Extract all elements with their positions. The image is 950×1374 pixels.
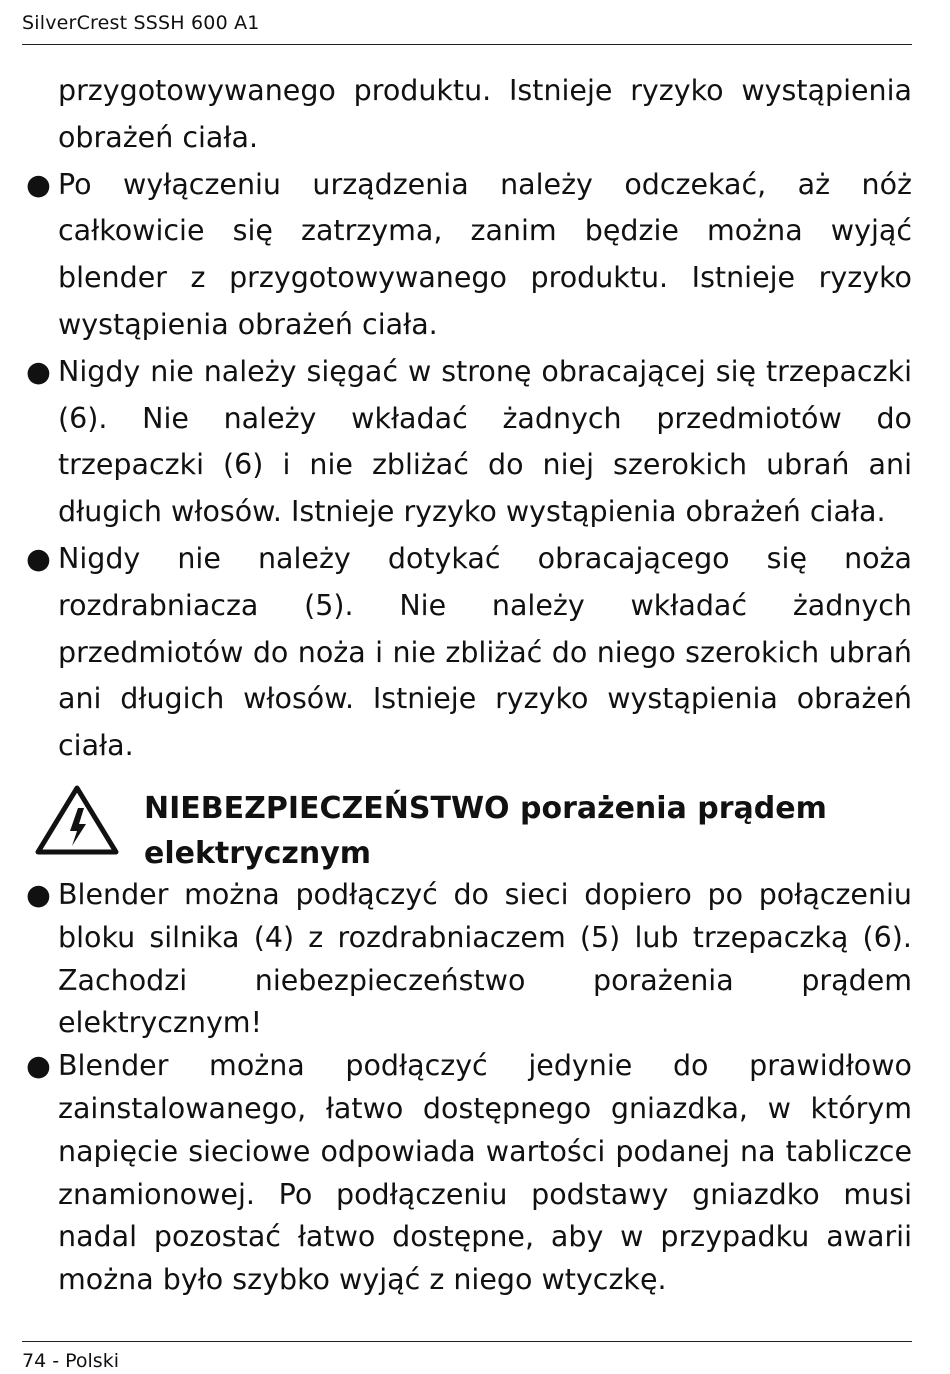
header-divider [22, 44, 912, 45]
warning-heading-line1: NIEBEZPIECZEŃSTWO porażenia prądem [144, 791, 827, 826]
list-item-text: Po wyłączeniu urządzenia należy odczekać, aż nóż całkowicie się zatrzyma, zanim będzie można wyjąć blender z przygotowywanego produktu. Istnieje ryzyko wystąpienia obrażeń ciała. [58, 167, 912, 341]
warning-heading-line2: elektrycznym [144, 836, 372, 871]
list-item-text: Nigdy nie należy sięgać w stronę obracającej się trzepaczki (6). Nie należy wkładać żadnych przedmiotów do trzepaczki (6) i nie zbliżać do niej szerokich ubrań ani długich włosów. Istnieje ryzyko wystąpienia obrażeń ciała. [58, 354, 912, 529]
warning-heading [144, 786, 904, 876]
list-item [26, 162, 912, 349]
list-item-text: Blender można podłączyć jedynie do prawidłowo zainstalowanego, łatwo dostępnego gniazdka, w którym napięcie sieciowe odpowiada wartości podanej na tabliczce znamionowej. Po podłączeniu podstawy gniazdko musi nadal pozostać łatwo dostępne, aby w przypadku awarii można było szybko wyjąć z niego wtyczkę. [58, 1049, 912, 1297]
electric-hazard-icon [34, 784, 120, 856]
bullet-icon: ● [26, 167, 51, 201]
page-footer: 74 - Polski [22, 1350, 119, 1372]
list-item-text: Nigdy nie należy dotykać obracającego się noża rozdrabniacza (5). Nie należy wkładać żadnych przedmiotów do noża i nie zbliżać do niego szerokich ubrań ani długich włosów. Istnieje ryzyko wystąpienia obrażeń ciała. [58, 541, 912, 763]
bullet-icon: ● [26, 878, 51, 911]
bullet-icon: ● [26, 541, 51, 575]
list-item-text: Blender można podłączyć do sieci dopiero po połączeniu bloku silnika (4) z rozdrabniaczem (5) lub trzepaczką (6). Zachodzi niebezpieczeństwo porażenia prądem elektrycznym! [58, 878, 912, 1040]
safety-list [26, 162, 912, 770]
safety-section [26, 68, 912, 770]
list-item [26, 874, 912, 1045]
electric-safety-section [26, 874, 912, 1302]
list-item [26, 349, 912, 536]
list-item [26, 536, 912, 770]
footer-divider [22, 1341, 912, 1342]
bullet-icon: ● [26, 354, 51, 388]
continued-paragraph: przygotowywanego produktu. Istnieje ryzyko wystąpienia obrażeń ciała. [58, 74, 912, 154]
list-item [26, 1045, 912, 1302]
bullet-icon: ● [26, 1049, 51, 1083]
document-header: SilverCrest SSSH 600 A1 [22, 12, 260, 34]
electric-safety-list [26, 874, 912, 1302]
